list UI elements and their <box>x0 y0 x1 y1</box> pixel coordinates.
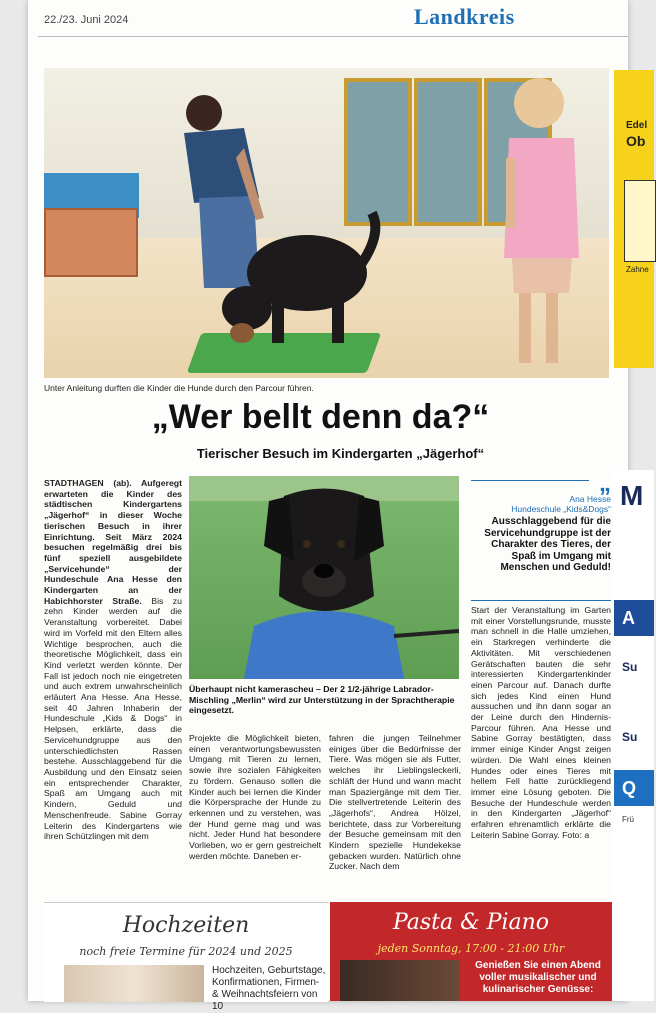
hero-photo <box>44 68 609 378</box>
dog-photo-caption: Überhaupt nicht kamerascheu – Der 2 1/2-jährige Labrador-Mischling „Merlin“ wird zur Unterstützung in der Sprachtherapie eingesetzt. <box>189 684 455 715</box>
ad-title: Hochzeiten <box>122 913 250 938</box>
ad-image <box>64 965 204 1002</box>
pasta-piano-ad <box>330 902 612 1001</box>
ad-title: Pasta & Piano <box>392 910 550 935</box>
quote-text: Ausschlaggebend für die Servicehundgruppe ist der Charakter des Tieres, der Spaß im Umgang mit Menschen und Geduld! <box>484 516 611 573</box>
quote-rule <box>471 600 611 601</box>
ad-text: Genießen Sie einen Abend voller musikalischer und kulinarischer Genüsse: <box>475 960 601 995</box>
ad-image <box>340 960 460 1001</box>
ad-banner: Q <box>614 770 654 806</box>
article-column-3: fahren die jungen Teilnehmer einiges über die Bedürfnisse der Tiere. Was mögen sie als Futter, welches ihr Lieblingsleckerli, schläft der Hund und wann macht man Spaziergänge mit dem Tier. Die stellvertretende Leiterin des „Jägerhofs“, Andrea Hölzel, berichtete, dass zur Vorbereitung der Besuche gemeinsam mit den Kindern spezielle Hundekekse gebacken wurden. Natürlich ohne Zucker. Nach dem <box>329 733 461 872</box>
ad-text: Ob <box>626 133 646 149</box>
article-column-4: Start der Veranstaltung im Garten mit einer Vorstellungsrunde, musste man schnell in die Halle umziehen, ein Starkregen verhinderte die Aktivitäten. Mit verschiedenen Gerätschaften bauten die sehr interessierten Kindergartenkinder einen Parcour auf. Danach durfte sich jedes Kind einen Hund aussuchen und ihn dann sogar an der Leine durch den Hindernis-Parcour führen. Ana Hesse und Sabine Gorray bestätigten, dass immer einige Kinder Angst zeigen würden. Die Wahl eines kleinen Hundes oder eines Tieres mit hellem Fell hatte zurückliegend immer eine Lösung geboten. Die Besuche der Hundeschule werden in den Kindergarten „Jägerhof“ erfahren ehrenamtlich erklärte die Leiterin Sabine Gorray. Foto: a <box>471 605 611 840</box>
ad-text: Hochzeiten, Geburtstage, Konfirmationen, Firmen- & Weihnachtsfeiern von 10 <box>212 965 326 1012</box>
photo-window <box>414 78 482 226</box>
price-table <box>624 180 656 262</box>
section-title: Landkreis <box>414 4 515 29</box>
article-subheadline: Tierischer Besuch im Kindergarten „Jägerhof“ <box>196 446 485 461</box>
page-header <box>28 0 628 38</box>
newspaper-page <box>28 0 649 1012</box>
ad-text: Zahne <box>626 265 649 274</box>
ad-text: Su <box>622 730 638 744</box>
ad-text: Frü <box>622 815 634 824</box>
labrador-figure <box>189 476 459 679</box>
ad-text: Su <box>622 660 638 674</box>
article-column-2: Projekte die Möglichkeit bieten, einen verantwortungsbewussten Umgang mit Tieren zu lernen, sowie ihre sozialen Fähigkeiten zu fördern. Genauso sollen die Kinder auch bei lernen die Kinder die Körpersprache der Hunde zu erkennen und zu verstehen, was der Hund gerne mag und was nicht. Jeder Hund hat besondere Vorlieben, wo er gern gestreichelt werden möchte. Daneben er- <box>189 733 321 861</box>
dog-figure <box>212 203 382 353</box>
ad-subtitle: noch freie Termine für 2024 und 2025 <box>79 945 293 958</box>
issue-date: 22./23. Juni 2024 <box>44 14 129 26</box>
article-headline: „Wer bellt denn da?“ <box>151 398 490 436</box>
article-column-1 <box>44 478 182 842</box>
ad-subtitle: jeden Sonntag, 17:00 - 21:00 Uhr <box>377 942 565 955</box>
ad-banner: A <box>614 600 654 636</box>
photo-box <box>44 208 138 277</box>
side-ad <box>614 470 654 910</box>
dog-photo <box>189 476 459 679</box>
hero-caption: Unter Anleitung durften die Kinder die Hunde durch den Parcour führen. <box>44 383 314 393</box>
quote-author: Ana Hesse Hundeschule „Kids&Dogs“ <box>511 494 611 514</box>
header-rule <box>38 36 628 37</box>
ad-text: Edel <box>626 120 648 131</box>
wedding-ad <box>44 902 328 1012</box>
ad-text: M <box>620 480 644 511</box>
side-ad-bottom <box>614 902 654 1001</box>
jewelry-ad <box>614 70 654 368</box>
article-text: Bis zu zehn Kinder werden auf die Veranstaltung vorbereitet. Dabei wird im Vorfeld mit den Eltern alles Wichtige besprochen, auch die theoretische Möglichkeit, dass ein Kind verletzt werden könnte. Der Fall ist jedoch noch nie eingetreten und auch extrem unwahrscheinlich erläutert Ana Hesse. Ana Hesse, seit 40 Jahren Inhaberin der Hundeschule „Kids & Dogs“ in Helpsen, erklärte, dass die Servicehundgruppe aus den unterschiedlichsten Rassen bestehe. Ausschlaggebend für die Ausbildung und den Einsatz seien ein entsprechender Charakter, Spaß am Umgang auch mit Kindern, Geduld und Menschenfreude. Sabine Gorray Leiterin des Kindergartens wie ihren Schützlingen mit dem <box>44 595 182 842</box>
article-lead: STADTHAGEN (ab). Aufgeregt erwarteten die Kinder des städtischen Kindergartens „Jägerhof“ in dieser Woche tierischen Besuch in ihrer Einrichtung. Seit März 2024 besuchen regelmäßig drei bis fünf speziell ausgebildete „Servicehunde“ der Hundeschule Ana Hesse den Kindergarten an der Habichhorster Straße. <box>44 478 182 606</box>
quote-mark: „ <box>599 470 611 497</box>
quote-rule <box>471 480 589 481</box>
girl-figure <box>484 68 594 378</box>
